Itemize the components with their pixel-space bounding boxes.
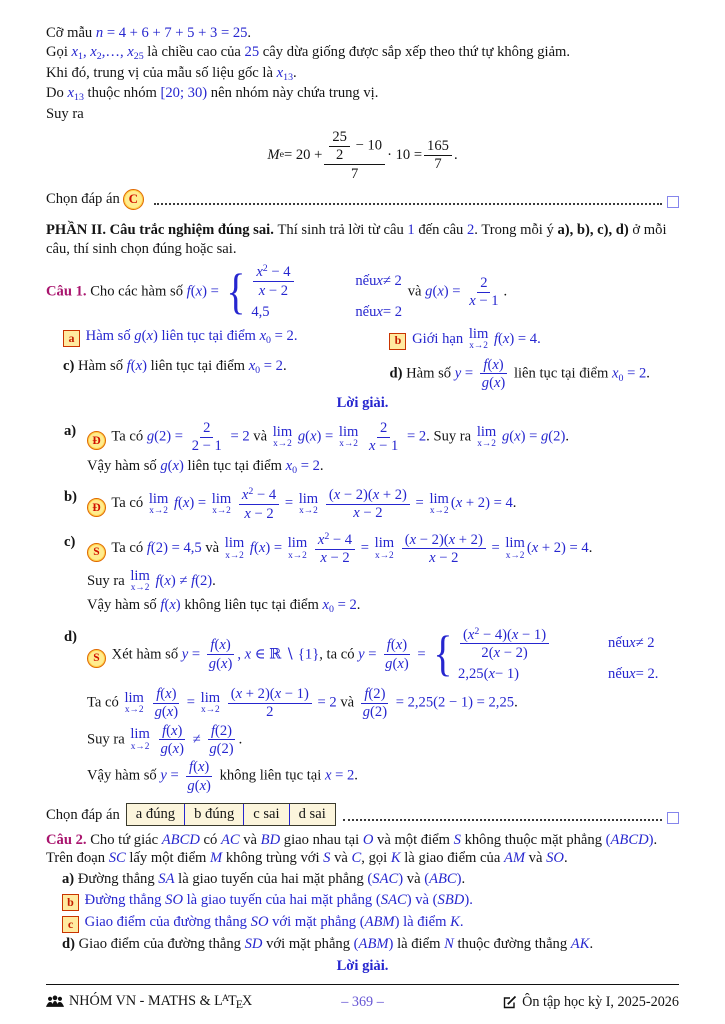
solution-line: S Ta có f(2) = 4,5 và lim x→2 f(x) = lim x→2 $\frac{x^2 - 4}{x - 2}$ = lim x→2 $\frac{(x - 2)(x + 2)}{x - 2}$ = lim x→2 (x + 2) = 4.: [87, 531, 679, 567]
answer-cell-c: c sai: [243, 804, 288, 825]
solution-line: Suy ra lim x→2 f(x) ≠ f(2).: [87, 567, 216, 594]
answer-cell-a: a đúng: [135, 805, 176, 822]
solution-label: a): [64, 422, 77, 439]
dotted-leader: [154, 202, 662, 205]
latex-logo: $L^AT_EX$: [214, 992, 253, 1011]
choose-answer-label: Chọn đáp án: [46, 191, 120, 208]
choose-answer-label: Chọn đáp án: [46, 806, 120, 823]
cau1-choices-row-2: [46, 357, 679, 392]
cau2-item-b: b Đường thẳng SO là giao tuyến của hai mặt phẳng (SAC) và (SBD).: [46, 891, 679, 911]
answer-table: [126, 803, 336, 826]
footer-page-number: – 369 –: [341, 993, 384, 1010]
solution-line: Vậy hàm số f(x) không liên tục tại điểm $x_0 = 2$.: [87, 596, 361, 615]
footer-course-text: Ôn tập học kỳ I, 2025-2026: [522, 993, 679, 1010]
solution-heading-cau1: Lời giải.: [336, 395, 389, 412]
cau1-choice-a: a Hàm số g(x) liên tục tại điểm $x_0 = 2$.: [63, 327, 389, 352]
cau2-item-d: d) Giao điểm của đường thẳng SD với mặt phẳng (ABM) là điểm N thuộc đường thẳng AK.: [62, 935, 594, 952]
choose-answer-line-1: [46, 189, 679, 210]
solution-line: Đ Ta có lim x→2 f(x) = lim x→2 $\frac{x^2 - 4}{x - 2}$ = lim x→2 $\frac{(x - 2)(x + 2)}{x - 2}$ = lim x→2 (x + 2) = 4.: [87, 486, 679, 522]
solution-label: d): [64, 628, 77, 645]
people-icon: [46, 995, 64, 1008]
cau1-solution-d: [46, 626, 679, 796]
intro-line-1: Cỡ mẫu n = 4 + 6 + 7 + 5 + 3 = 25.: [46, 25, 252, 41]
part2-heading: PHẦN II. Câu trắc nghiệm đúng sai. Thí sinh trả lời từ câu 1 đến câu 2. Trong mỗi ý a), b), c), d) ở mỗi câu, thí sinh chọn đúng hoặc sai.: [46, 221, 667, 257]
cau2-item-c: c Giao điểm của đường thẳng SO với mặt phẳng (ABM) là điểm K.: [46, 913, 679, 933]
intro-line-3: Khi đó, trung vị của mẫu số liệu gốc là $x_{13}$.: [46, 64, 297, 83]
solution-line: Ta có lim x→2 $\frac{f(x)}{g(x)}$ = lim x→2 $\frac{(x + 2)(x - 1)}{2}$ = 2 và $\frac{f(2)}{g(2)}$ = 2,25(2 − 1) = 2,25.: [87, 685, 518, 721]
end-square-icon: [667, 196, 679, 208]
answer-mark-box: c: [62, 916, 79, 933]
solution-label: b): [64, 489, 77, 506]
solution-line: S Xét hàm số y = $\frac{f(x)}{g(x)}$ , x ∈ ℝ ∖ {1}, ta có y = $\frac{f(x)}{g(x)}$ = { $\frac{(x^2 - 4)(x - 1)}{2(x - 2)}$ nếu x ≠ 2 2,25( x − 1) nếu x = 2.: [87, 626, 679, 684]
truth-mark-circle: Đ: [87, 431, 106, 450]
truth-mark-circle: S: [87, 543, 106, 562]
solution-line: Vậy hàm số y = $\frac{f(x)}{g(x)}$ không liên tục tại x = 2.: [87, 759, 358, 794]
footer-brand-text: NHÓM VN - MATHS & $L^AT_EX$: [69, 992, 253, 1011]
cau2-statement: Câu 2. Cho tứ giác ABCD có AC và BD giao nhau tại O và một điểm S không thuộc mặt phẳng (ABCD). Trên đoạn SC lấy một điểm M không trùng với S và C, gọi K là giao điểm của AM và SO.: [46, 831, 658, 867]
solution-line: Đ Ta có g(2) = $\frac{2}{2 - 1}$ = 2 và lim x→2 g(x) = lim x→2 $\frac{2}{x - 1}$ = 2. Suy ra lim x→2 g(x) = g(2).: [87, 420, 679, 455]
answer-mark-box: a: [63, 330, 80, 347]
cau1-solution-b: [46, 486, 679, 524]
solution-label: c): [64, 534, 76, 551]
answer-cell-b: b đúng: [184, 804, 243, 825]
footer-course: [503, 993, 679, 1011]
choose-answer-line-2: [46, 803, 679, 826]
truth-mark-circle: Đ: [87, 498, 106, 517]
answer-mark-box: b: [389, 333, 406, 350]
solution-line: Suy ra lim x→2 $\frac{f(x)}{g(x)}$ ≠ $\frac{f(2)}{g(2)}$ .: [87, 722, 243, 757]
solution-heading-cau2: Lời giải.: [336, 957, 389, 974]
end-square-icon: [667, 812, 679, 824]
cau1-solution-a: [46, 420, 679, 480]
cau1-solution-c: [46, 531, 679, 618]
median-formula: M e = 20 + $\frac{25}{2}$ − 10 7 · 10 = $\frac{165}{7}$ .: [267, 128, 458, 182]
cau1-choice-d: d) Hàm số y = $\frac{f(x)}{g(x)}$ liên tục tại điểm $x_0 = 2$.: [389, 356, 650, 391]
cau1-choice-b: b Giới hạn lim x→2 f(x) = 4.: [389, 327, 679, 352]
intro-line-4: Do $x_{13}$ thuộc nhóm [20; 30) nên nhóm này chứa trung vị.: [46, 85, 379, 104]
cau1-choice-c: c) Hàm số f(x) liên tục tại điểm $x_0 = 2$.: [63, 357, 287, 376]
cau2-item-a: a) Đường thẳng SA là giao tuyến của hai mặt phẳng (SAC) và (ABC).: [62, 870, 466, 887]
answer-cell-d: d sai: [289, 804, 335, 825]
intro-line-2: Gọi $x_1$, $x_2,\dots$, $x_{25}$ là chiều cao của 25 cây dừa giống được sắp xếp theo thứ tự không giảm.: [46, 43, 571, 62]
page-footer: [46, 984, 679, 1012]
pencil-square-icon: [503, 995, 517, 1009]
answer-mark-box: b: [62, 894, 79, 911]
cau1-statement: Câu 1. Cho các hàm số f(x) = { $\frac{x^2 - 4}{x - 2}$ nếu x ≠ 2 4,5 nếu x = 2 và g(x) = $\frac{2}{x - 1}$ .: [46, 263, 508, 320]
intro-line-5: Suy ra: [46, 106, 84, 123]
dotted-leader: [343, 818, 662, 821]
footer-brand: [46, 992, 252, 1012]
cau1-choices-row-1: [46, 327, 679, 352]
solution-line: Vậy hàm số g(x) liên tục tại điểm $x_0 = 2$.: [87, 457, 324, 476]
answer-choice-circle: C: [123, 189, 144, 210]
truth-mark-circle: S: [87, 649, 106, 668]
